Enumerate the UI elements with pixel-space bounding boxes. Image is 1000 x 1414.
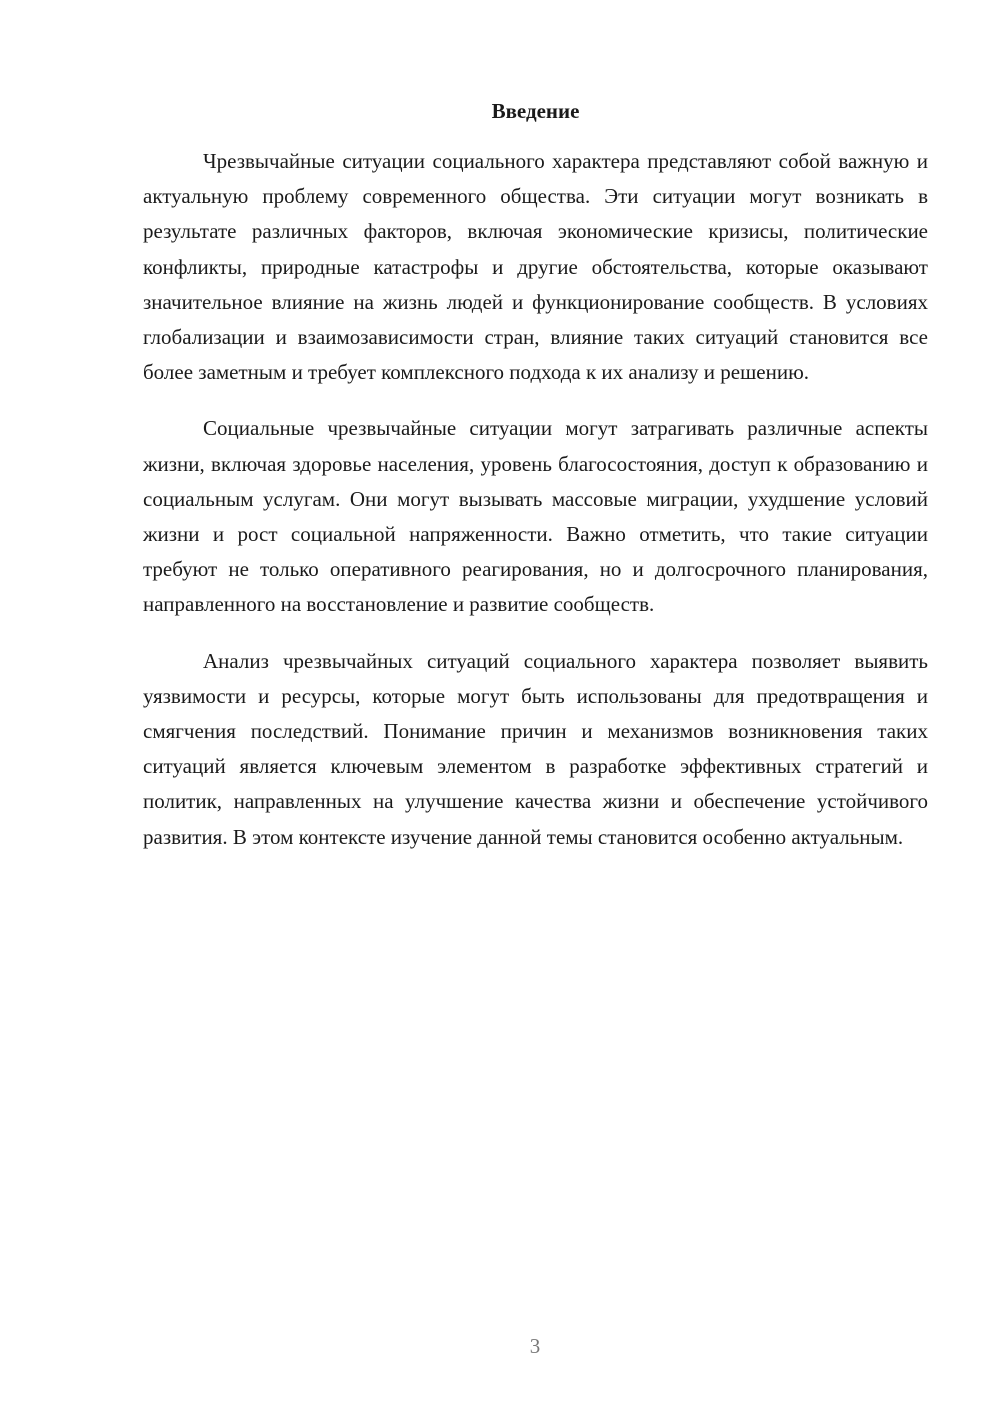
paragraph-3: Анализ чрезвычайных ситуаций социального характера позволяет выявить уязвимости и ресурсы, которые могут быть использованы для предотвращения и смягчения последствий. Понимание причин и механизмов возникновения таких ситуаций является ключевым элементом в разработке эффективных стратегий и политик, направленных на улучшение качества жизни и обеспечение устойчивого развития. В этом контексте изучение данной темы становится особенно актуальным.: [143, 648, 928, 849]
page-number: 3: [529, 1334, 541, 1358]
page-content: [143, 96, 928, 876]
paragraph-1: Чрезвычайные ситуации социального характера представляют собой важную и актуальную проблему современного общества. Эти ситуации могут возникать в результате различных факторов, включая экономические кризисы, политические конфликты, природные катастрофы и другие обстоятельства, которые оказывают значительное влияние на жизнь людей и функционирование сообществ. В условиях глобализации и взаимозависимости стран, влияние таких ситуаций становится все более заметным и требует комплексного подхода к их анализу и решению.: [143, 149, 928, 385]
paragraph-2: Социальные чрезвычайные ситуации могут затрагивать различные аспекты жизни, включая здоровье населения, уровень благосостояния, доступ к образованию и социальным услугам. Они могут вызывать массовые миграции, ухудшение условий жизни и рост социальной напряженности. Важно отметить, что такие ситуации требуют не только оперативного реагирования, но и долгосрочного планирования, направленного на восстановление и развитие сообществ.: [143, 416, 928, 617]
section-heading: Введение: [491, 99, 580, 123]
